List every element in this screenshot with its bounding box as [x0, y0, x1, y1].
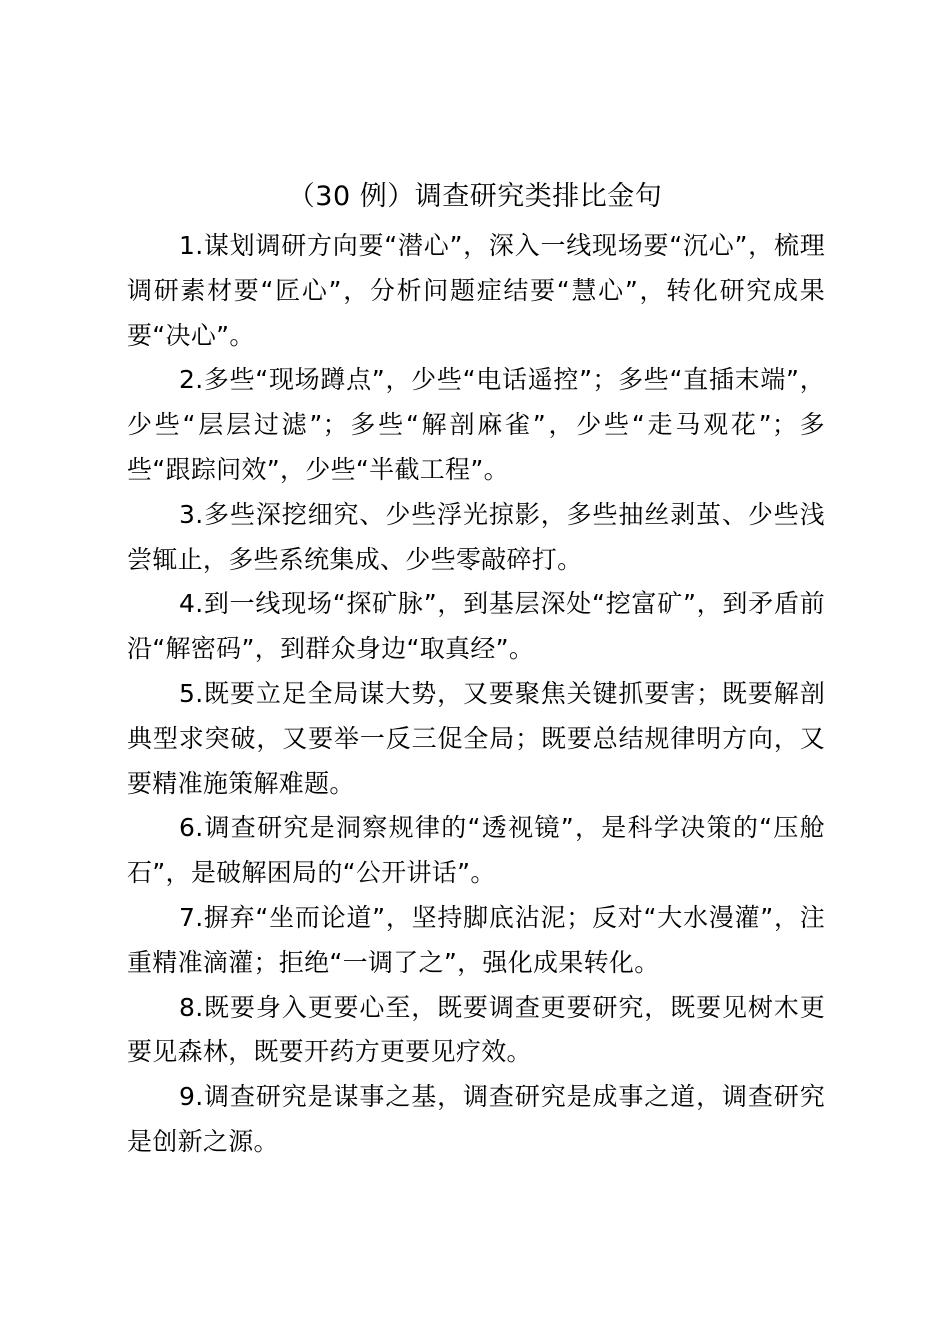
- paragraph-7: 7.摒弃“坐而论道”，坚持脚底沾泥；反对“大水漫灌”，注重精准滴灌；拒绝“一调了之”，强化成果转化。: [127, 902, 825, 977]
- document-body: [127, 224, 825, 1165]
- paragraph-6: 6.调查研究是洞察规律的“透视镜”，是科学决策的“压舱石”，是破解困局的“公开讲话”。: [127, 813, 825, 888]
- paragraph-4: 4.到一线现场“探矿脉”，到基层深处“挖富矿”，到矛盾前沿“解密码”，到群众身边“取真经”。: [127, 589, 825, 664]
- paragraph-5: 5.既要立足全局谋大势，又要聚焦关键抓要害；既要解剖典型求突破，又要举一反三促全局；既要总结规律明方向，又要精准施策解难题。: [127, 678, 825, 798]
- paragraph-3: 3.多些深挖细究、少些浮光掠影，多些抽丝剥茧、少些浅尝辄止，多些系统集成、少些零敲碎打。: [127, 499, 825, 574]
- paragraph-2: 2.多些“现场蹲点”，少些“电话遥控”；多些“直插末端”，少些“层层过滤”；多些“解剖麻雀”，少些“走马观花”；多些“跟踪问效”，少些“半截工程”。: [127, 365, 825, 484]
- paragraph-9: 9.调查研究是谋事之基，调查研究是成事之道，调查研究是创新之源。: [127, 1082, 825, 1156]
- paragraph-1: 1.谋划调研方向要“潜心”，深入一线现场要“沉心”，梳理调研素材要“匠心”，分析问题症结要“慧心”，转化研究成果要“决心”。: [127, 231, 825, 350]
- document-title: （30 例）调查研究类排比金句: [287, 181, 663, 212]
- paragraph-8: 8.既要身入更要心至，既要调查更要研究，既要见树木更要见森林，既要开药方更要见疗效。: [127, 992, 825, 1067]
